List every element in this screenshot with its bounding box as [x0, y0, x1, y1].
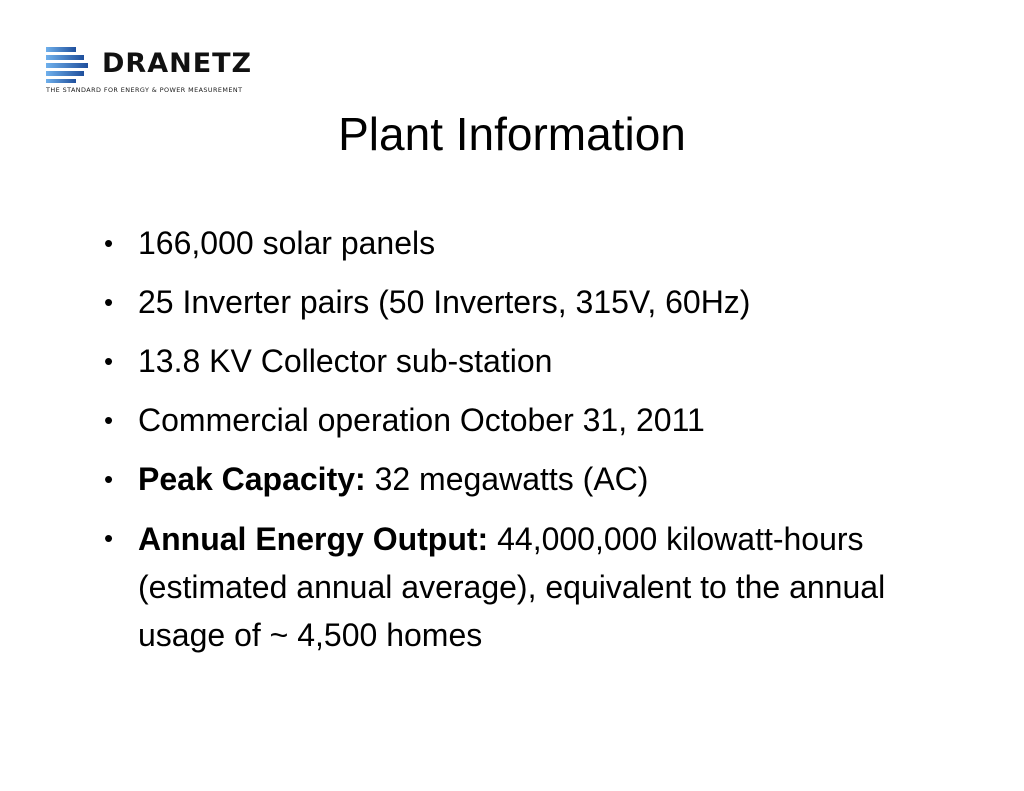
- bullet-text: Commercial operation October 31, 2011: [138, 402, 705, 438]
- bullet-text: 13.8 KV Collector sub-station: [138, 343, 553, 379]
- list-item: [104, 220, 924, 266]
- bullet-text: [138, 456, 924, 502]
- bullet-list: [104, 220, 924, 672]
- bullet-dot-icon: •: [104, 405, 114, 435]
- bullet-label: Annual Energy Output:: [138, 521, 489, 557]
- list-item: [104, 397, 924, 443]
- logo-brand-name: DRANETZ: [102, 48, 253, 79]
- bullet-dot-icon: •: [104, 346, 114, 376]
- list-item: [104, 515, 924, 659]
- dranetz-logo-mark-icon: [46, 46, 94, 84]
- logo-tagline: THE STANDARD FOR ENERGY & POWER MEASUREMENT: [46, 86, 243, 94]
- bullet-label: Peak Capacity:: [138, 461, 366, 497]
- bullet-dot-icon: •: [104, 523, 114, 553]
- list-item: [104, 279, 924, 325]
- bullet-value: 32 megawatts (AC): [365, 461, 649, 497]
- bullet-value: 44,000,000 kilowatt-hours (estimated annual average), equivalent to the annual usage of ~ 4,500 homes: [138, 521, 886, 653]
- list-item: [104, 338, 924, 384]
- page-title: Plant Information: [338, 108, 686, 160]
- list-item: [104, 456, 924, 502]
- bullet-dot-icon: •: [104, 287, 114, 317]
- bullet-text: 25 Inverter pairs (50 Inverters, 315V, 60Hz): [138, 284, 751, 320]
- bullet-text: 166,000 solar panels: [138, 225, 436, 261]
- bullet-dot-icon: •: [104, 464, 114, 494]
- dranetz-logo: [46, 46, 306, 96]
- bullet-dot-icon: •: [104, 228, 114, 258]
- bullet-text: [138, 515, 924, 659]
